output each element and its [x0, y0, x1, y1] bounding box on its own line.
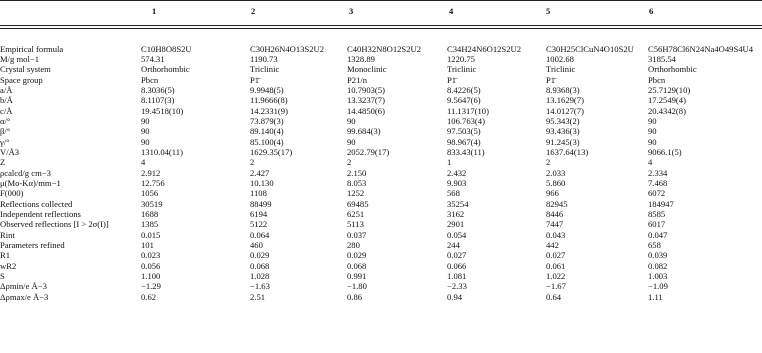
row-label: Space group [0, 74, 43, 85]
table-cell: 0.029 [347, 250, 367, 261]
table-cell: 1637.64(13) [546, 146, 589, 157]
table-cell: 0.94 [447, 291, 463, 302]
table-cell: 6017 [648, 219, 666, 230]
table-cell: 2 [546, 157, 551, 168]
row-label: R1 [0, 250, 11, 261]
table-cell: 8.9368(3) [546, 84, 580, 95]
table-cell: 1190.73 [250, 53, 278, 64]
table-cell: 17.2549(4) [648, 95, 686, 106]
row-label: a/Å [0, 84, 13, 95]
table-cell: 9.9948(5) [250, 84, 284, 95]
table-cell: −2.33 [447, 281, 467, 292]
table-cell: 11.1317(10) [447, 105, 489, 116]
table-cell: 1 [447, 157, 452, 168]
table-row [0, 64, 762, 74]
table-cell: 1310.04(11) [141, 146, 183, 157]
table-cell: −1.80 [347, 281, 367, 292]
table-row [0, 281, 762, 291]
row-label: γ/° [0, 136, 10, 147]
table-cell: 99.684(3) [347, 126, 381, 137]
table-row [0, 137, 762, 147]
row-label: Reflections collected [0, 198, 73, 209]
table-cell: 14.0127(7) [546, 105, 584, 116]
table-cell: 3162 [447, 209, 465, 219]
table-cell: 98.967(4) [447, 136, 481, 147]
table-cell: P21/n [347, 74, 368, 85]
table-cell: 0.027 [546, 250, 566, 261]
row-label: ρcalcd/g cm−3 [0, 167, 51, 178]
table-cell: 1629.35(17) [250, 146, 293, 157]
table-cell: 0.015 [141, 229, 161, 240]
table-cell: 12.756 [141, 177, 165, 188]
table-cell: C40H32N8O12S2U2 [347, 43, 422, 54]
table-cell: 8.053 [347, 177, 367, 188]
table-cell: 0.023 [141, 250, 161, 261]
table-cell: 9.5647(6) [447, 95, 481, 106]
table-cell: 90 [141, 115, 150, 126]
table-row [0, 126, 762, 136]
table-cell: 90 [347, 115, 356, 126]
row-label: Empirical formula [0, 43, 64, 54]
table-cell: 0.054 [447, 229, 467, 240]
table-cell: 2.334 [648, 167, 668, 178]
table-cell: 0.62 [141, 291, 157, 302]
table-cell: 0.056 [141, 260, 161, 271]
table-cell: 1.003 [648, 271, 668, 282]
table-cell: 0.991 [347, 271, 367, 282]
table-cell: 2.150 [347, 167, 367, 178]
column-header-4: 4 [449, 6, 454, 16]
table-cell: 1.11 [648, 291, 663, 302]
table-cell: 0.043 [546, 229, 566, 240]
table-cell: 966 [546, 188, 559, 199]
table-cell: 6072 [648, 188, 666, 199]
row-label: M/g mol−1 [0, 53, 39, 64]
table-cell: 5122 [250, 219, 268, 230]
table-cell: 0.066 [447, 260, 467, 271]
table-row [0, 292, 762, 302]
table-cell: 5.860 [546, 177, 566, 188]
column-header-1: 1 [152, 6, 157, 16]
row-label: μ(Mo-Kα)/mm−1 [0, 177, 61, 188]
top-rule [0, 0, 762, 1]
table-cell: C30H26N4O13S2U2 [250, 43, 325, 54]
table-cell: Monoclinic [347, 64, 387, 75]
table-cell: 2.427 [250, 167, 270, 178]
table-cell: 2052.79(17) [347, 146, 390, 157]
table-cell: 7447 [546, 219, 564, 230]
table-cell: 0.027 [447, 250, 467, 261]
table-cell: C30H25ClCuN4O10S2U [546, 43, 634, 54]
table-cell: 88499 [250, 198, 272, 209]
table-cell: P1̄ [546, 74, 556, 85]
table-cell: 833.43(11) [447, 146, 485, 157]
table-row [0, 44, 762, 54]
column-header-2: 2 [251, 6, 256, 16]
table-cell: 20.4342(8) [648, 105, 686, 116]
table-cell: 9.903 [447, 177, 467, 188]
header-rule-lower [0, 28, 762, 29]
table-cell: 574.31 [141, 53, 165, 64]
row-label: Δρmax/e Å−3 [0, 291, 49, 302]
table-cell: C34H24N6O12S2U2 [447, 43, 522, 54]
table-row [0, 75, 762, 85]
table-cell: 4 [141, 157, 146, 168]
table-cell: 90 [648, 136, 657, 147]
table-cell: 73.879(3) [250, 115, 284, 126]
table-cell: 1.100 [141, 271, 161, 282]
table-cell: 7.468 [648, 177, 668, 188]
table-cell: 25.7129(10) [648, 84, 691, 95]
table-cell: Pbcn [141, 74, 159, 85]
table-cell: Pbcn [648, 74, 666, 85]
row-label: Crystal system [0, 64, 51, 75]
table-cell: 97.503(5) [447, 126, 481, 137]
table-cell: 8.4226(5) [447, 84, 481, 95]
row-label: b/Å [0, 95, 13, 106]
table-cell: 10.7903(5) [347, 84, 385, 95]
table-row [0, 168, 762, 178]
table-row [0, 116, 762, 126]
table-cell: 460 [250, 240, 263, 251]
table-cell: 1252 [347, 188, 365, 199]
table-cell: 2 [250, 157, 255, 168]
table-cell: 8585 [648, 209, 666, 219]
table-cell: 5113 [347, 219, 364, 230]
table-cell: 8.3036(5) [141, 84, 175, 95]
table-cell: 0.082 [648, 260, 668, 271]
table-cell: 4 [648, 157, 653, 168]
table-cell: P1̄ [250, 74, 260, 85]
table-row [0, 188, 762, 198]
table-cell: 90 [648, 115, 657, 126]
table-cell: 90 [141, 126, 150, 137]
row-label: Rint [0, 229, 15, 240]
table-cell: 89.140(4) [250, 126, 284, 137]
header-rule-upper [0, 25, 762, 26]
row-label: Z [0, 157, 6, 168]
table-cell: 14.4850(6) [347, 105, 385, 116]
table-row [0, 95, 762, 105]
table-cell: 442 [546, 240, 559, 251]
table-cell: 1.081 [447, 271, 467, 282]
table-row [0, 219, 762, 229]
table-cell: 106.763(4) [447, 115, 485, 126]
table-cell: 90 [347, 136, 356, 147]
table-cell: 95.343(2) [546, 115, 580, 126]
row-label: S [0, 271, 5, 282]
table-row [0, 240, 762, 250]
table-row [0, 230, 762, 240]
table-cell: 13.1629(7) [546, 95, 584, 106]
table-cell: 3185.54 [648, 53, 676, 64]
row-label: wR2 [0, 260, 17, 271]
table-cell: 90 [648, 126, 657, 137]
table-row [0, 106, 762, 116]
table-cell: 0.86 [347, 291, 363, 302]
table-cell: 0.037 [347, 229, 367, 240]
header-row [0, 6, 762, 20]
table-cell: Orthorhombic [141, 64, 190, 75]
table-cell: 2.033 [546, 167, 566, 178]
table-cell: 0.029 [250, 250, 270, 261]
table-cell: 2901 [447, 219, 465, 230]
table-cell: 2.432 [447, 167, 467, 178]
column-header-6: 6 [649, 6, 654, 16]
table-row [0, 261, 762, 271]
table-cell: 30519 [141, 198, 163, 209]
table-row [0, 85, 762, 95]
row-label: Independent reflections [0, 209, 81, 219]
table-cell: C10H8O8S2U [141, 43, 192, 54]
table-cell: 2.51 [250, 291, 266, 302]
table-cell: −1.63 [250, 281, 270, 292]
row-label: Parameters refined [0, 240, 65, 251]
table-cell: Triclinic [546, 64, 576, 75]
table-row [0, 209, 762, 219]
row-label: Δρmin/e Å−3 [0, 281, 47, 292]
table-cell: 0.039 [648, 250, 668, 261]
table-cell: 1.028 [250, 271, 270, 282]
row-label: c/Å [0, 105, 13, 116]
table-cell: 0.64 [546, 291, 562, 302]
table-cell: 101 [141, 240, 154, 251]
table-cell: 19.4518(10) [141, 105, 184, 116]
table-cell: 1056 [141, 188, 159, 199]
table-cell: 658 [648, 240, 661, 251]
table-cell: 1385 [141, 219, 159, 230]
table-cell: 13.3237(7) [347, 95, 385, 106]
row-label: Observed reflections [I > 2σ(I)] [0, 219, 109, 230]
table-cell: 14.2331(9) [250, 105, 288, 116]
table-cell: 8446 [546, 209, 564, 219]
table-row [0, 178, 762, 188]
table-cell: −1.09 [648, 281, 668, 292]
table-cell: Triclinic [250, 64, 280, 75]
table-cell: 69485 [347, 198, 369, 209]
table-cell: 280 [347, 240, 360, 251]
table-cell: 93.436(3) [546, 126, 580, 137]
table-cell: 1108 [250, 188, 267, 199]
table-cell: 0.068 [250, 260, 270, 271]
table-cell: 6194 [250, 209, 268, 219]
table-cell: 35254 [447, 198, 469, 209]
row-label: V/Å3 [0, 146, 20, 157]
table-cell: 90 [141, 136, 150, 147]
table-cell: 1.022 [546, 271, 566, 282]
row-label: F(000) [0, 188, 24, 199]
table-cell: 1328.89 [347, 53, 375, 64]
table-cell: 91.245(3) [546, 136, 580, 147]
table-cell: −1.29 [141, 281, 161, 292]
table-row [0, 199, 762, 209]
table-cell: 0.068 [347, 260, 367, 271]
table-row [0, 54, 762, 64]
table-body [0, 44, 762, 303]
column-header-5: 5 [546, 6, 551, 16]
table-row [0, 147, 762, 157]
table-cell: P1̄ [447, 74, 457, 85]
table-cell: 9066.1(5) [648, 146, 682, 157]
table-cell: 82945 [546, 198, 568, 209]
table-cell: 10.130 [250, 177, 274, 188]
table-row [0, 157, 762, 167]
table-cell: 244 [447, 240, 460, 251]
table-cell: 0.064 [250, 229, 270, 240]
table-cell: C56H78Cl6N24Na4O49S4U4 [648, 43, 754, 54]
table-row [0, 250, 762, 260]
table-cell: 568 [447, 188, 460, 199]
table-cell: Triclinic [447, 64, 477, 75]
table-cell: 85.100(4) [250, 136, 284, 147]
table-cell: 2 [347, 157, 352, 168]
table-cell: 0.047 [648, 229, 668, 240]
table-cell: 1002.68 [546, 53, 574, 64]
table-cell: 184947 [648, 198, 674, 209]
table-cell: 11.9666(8) [250, 95, 288, 106]
column-header-3: 3 [349, 6, 354, 16]
table-cell: Orthorhombic [648, 64, 697, 75]
table-cell: −1.67 [546, 281, 566, 292]
table-cell: 0.061 [546, 260, 566, 271]
table-row [0, 271, 762, 281]
table-cell: 2.912 [141, 167, 161, 178]
table-cell: 1688 [141, 209, 159, 219]
table-cell: 8.1107(3) [141, 95, 175, 106]
table-cell: 1220.75 [447, 53, 475, 64]
row-label: α/° [0, 115, 11, 126]
table-cell: 6251 [347, 209, 365, 219]
row-label: β/° [0, 126, 11, 137]
